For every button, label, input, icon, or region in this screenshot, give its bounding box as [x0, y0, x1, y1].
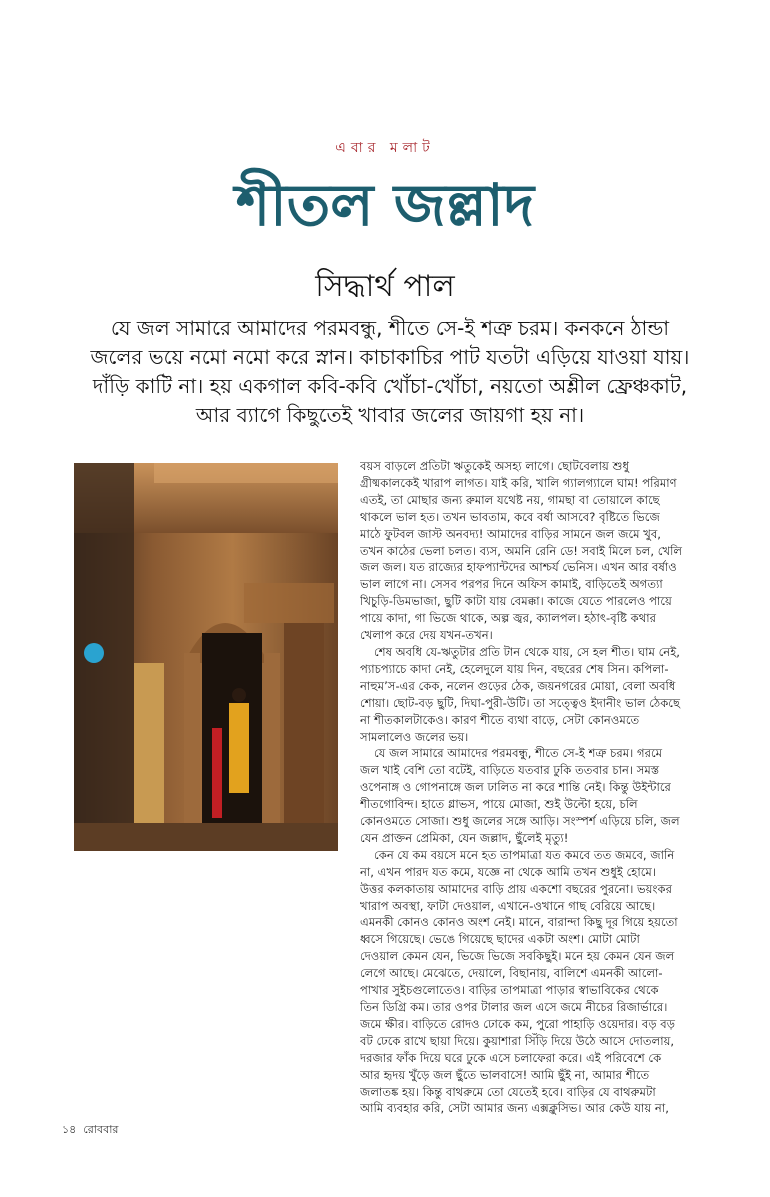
body-line: ওপেনাঙ্গ ও গোপনাঙ্গে জল ঢালিত না করে শান্তি নেই। কিন্তু উইন্টারে: [360, 780, 671, 795]
article-photo-old-house-doorway: [74, 463, 338, 851]
body-line: যেন প্রাক্তন প্রেমিকা, যেন জল্লাদ, ছুঁলেই মৃত্যু!: [360, 830, 569, 845]
article-title: শীতল জল্লাদ: [235, 171, 535, 239]
intro-standfirst: [40, 314, 740, 430]
section-kicker: এবার মলাট: [335, 140, 435, 156]
body-line: খিচুড়ি-ডিমভাজা, ছুটি কাটা যায় বেমক্কা। কাজে যেতে পারলেও পায়ে: [360, 594, 672, 609]
body-line: জলাতঙ্ক হয়। কিন্তু বাথরুমে তো যেতেই হবে। বাড়ির যে বাথরুমটা: [360, 1084, 656, 1099]
author-name: সিদ্ধার্থ পাল: [315, 269, 455, 304]
body-line: উত্তর কলকাতায় আমাদের বাড়ি প্রায় একশো বছরের পুরনো। ভয়ংকর: [360, 881, 672, 896]
body-line: বট ঢেকে রাখে ছায়া দিয়ে। কুয়াশারা সিঁড়ি দিয়ে উঠে আসে দোতলায়,: [360, 1033, 675, 1048]
intro-line: জলের ভয়ে নমো নমো করে স্নান। কাচাকাচির পাট যতটা এড়িয়ে যাওয়া যায়।: [90, 345, 690, 369]
body-line: গ্রীষ্মকালকেই খারাপ লাগত। যাই করি, খালি গ্যালগ্যালে ঘাম! পরিমাণ: [360, 475, 677, 490]
body-line: নাহুম’স-এর কেক, নলেন গুড়ের ঠেক, জয়নগরের মোয়া, বেলা অবধি: [360, 678, 676, 693]
body-line: পায়ে কাদা, গা ভিজে থাকে, অল্প জ্বর, ক্যালপল। হঠাৎ-বৃষ্টি কথার: [360, 611, 657, 626]
intro-line: দাঁড়ি কাটি না। হয় একগাল কবি-কবি খোঁচা-খোঁচা, নয়তো অশ্লীল ফ্রেঞ্চকাট,: [92, 374, 688, 398]
intro-line: যে জল সামারে আমাদের পরমবন্ধু, শীতে সে-ই শত্রু চরম। কনকনে ঠান্ডা: [110, 316, 670, 340]
page-number: ১৪: [62, 1123, 77, 1136]
body-line: পাখার সুইচগুলোতেও। বাড়ির তাপমাত্রা পাড়ার স্বাভাবিকের থেকে: [360, 983, 659, 998]
body-line: না শীতকালটাকেও। কারণ শীতে ব্যথা বাড়ে, সেটা কোনওমতে: [360, 712, 640, 727]
body-line: শোয়া। ছোট-বড় ছুটি, দিঘা-পুরী-উটি। তা সত্ত্বেও ইদানীং ভাল ঠেকছে: [360, 695, 680, 710]
body-line: খারাপ অবস্থা, ফাটা দেওয়াল, এখানে-ওখানে গাছ বেরিয়ে আছে।: [360, 898, 656, 913]
body-line: জমে ক্ষীর। বাড়িতে রোদও ঢোকে কম, পুরো পাহাড়ি ওয়েদার। বড় বড়: [360, 1016, 676, 1031]
body-line: খেলাপ করে দেয় যখন-তখন।: [360, 628, 493, 643]
body-line: ভাল লাগে না। সেসব পরপর দিনে অফিস কামাই, বাড়িতেই অগত্যা: [360, 577, 663, 592]
body-line: যে জল সামারে আমাদের পরমবন্ধু, শীতে সে-ই শত্রু চরম। গরমে: [374, 746, 663, 761]
body-line: এমনকী কোনও কোনও অংশ নেই। মানে, বারান্দা কিছু দূর গিয়ে হয়তো: [360, 915, 678, 930]
body-line: তিন ডিগ্রি কম। তার ওপর টালার জল এসে জমে নীচের রিজার্ভারে।: [360, 1000, 668, 1014]
body-line: আর হৃদয় খুঁড়ে জল ছুঁতে ভালবাসে! আমি ছুঁই না, আমার শীতে: [360, 1067, 650, 1082]
body-line: কোনওমতে সোজা। শুধু জলের সঙ্গে আড়ি। সংস্পর্শ এড়িয়ে চলি, জল: [360, 814, 680, 829]
body-line: থাকলে ভাল হত। তখন ভাবতাম, কবে বর্ষা আসবে? বৃষ্টিতে ভিজে: [360, 509, 660, 524]
body-line: না, এখন পারদ যত কমে, যজ্ঞে না থেকে আমি তখন শুধুই হোমে।: [360, 864, 656, 879]
page-footer: [62, 1121, 118, 1140]
intro-line: আর ব্যাগে কিছুতেই খাবার জলের জায়গা হয় না।: [195, 403, 585, 427]
body-line: জল খাই বেশি তো বটেই, বাড়িতে যতবার ঢুকি ততবার চান। সমস্ত: [360, 763, 660, 778]
body-line: ধ্বসে গিয়েছে। ভেঙে গিয়েছে ছাদের একটা অংশ। মোটা মোটা: [360, 932, 640, 947]
body-line: শেষ অবধি যে-ঋতুটার প্রতি টান থেকে যায়, সে হল শীত। ঘাম নেই,: [374, 644, 680, 659]
body-line: প্যাচপ্যাচে কাদা নেই, হেলেদুলে যায় দিন, বছরের শেষ সিন। কপিলা-: [360, 661, 669, 676]
body-line: মাঠে ফুটবল জাস্ট অনবদ্য! আমাদের বাড়ির সামনে জল জমে খুব,: [360, 526, 661, 541]
body-line: বয়স বাড়লে প্রতিটা ঋতুকেই অসহ্য লাগে। ছোটবেলায় শুধু: [360, 459, 629, 473]
body-line: আমি ব্যবহার করি, সেটা আমার জন্য এক্সক্লুসিভ। আর কেউ যায় না,: [360, 1101, 669, 1116]
publication-name: রোববার: [83, 1123, 119, 1136]
body-line: দেওয়াল কেমন যেন, ভিজে ভিজে সবকিছুই। মনে হয় কেমন যেন জল: [360, 949, 675, 964]
article-body: [360, 458, 695, 1117]
body-line: সামলালেও জলের ভয়।: [360, 729, 469, 744]
body-line: কেন যে কম বয়সে মনে হত তাপমাত্রা যত কমবে তত জমবে, জানি: [374, 847, 675, 862]
body-line: এতই, তা মোছার জন্য রুমাল যথেষ্ট নয়, গামছা বা তোয়ালে কাছে: [360, 492, 660, 507]
body-line: দরজার ফাঁক দিয়ে ঘরে ঢুকে এসে চলাফেরা করে। এই পরিবেশে কে: [360, 1050, 662, 1065]
body-line: লেগে আছে। মেঝেতে, দেয়ালে, বিছানায়, বালিশে এমনকী আলো-: [360, 966, 663, 981]
body-line: তখন কাঠের ভেলা চলত। ব্যস, অমনি রেনি ডে! সবাই মিলে চল, খেলি: [360, 543, 683, 558]
body-line: শীতগোবিন্দ। হাতে গ্লাভস, পায়ে মোজা, শুই উল্টো হয়ে, চলি: [360, 797, 638, 812]
body-line: জল জল। যত রাজ্যের হাফপ্যান্টদের আশ্চর্য ভেনিস। এখন আর বর্ষাও: [360, 560, 677, 575]
